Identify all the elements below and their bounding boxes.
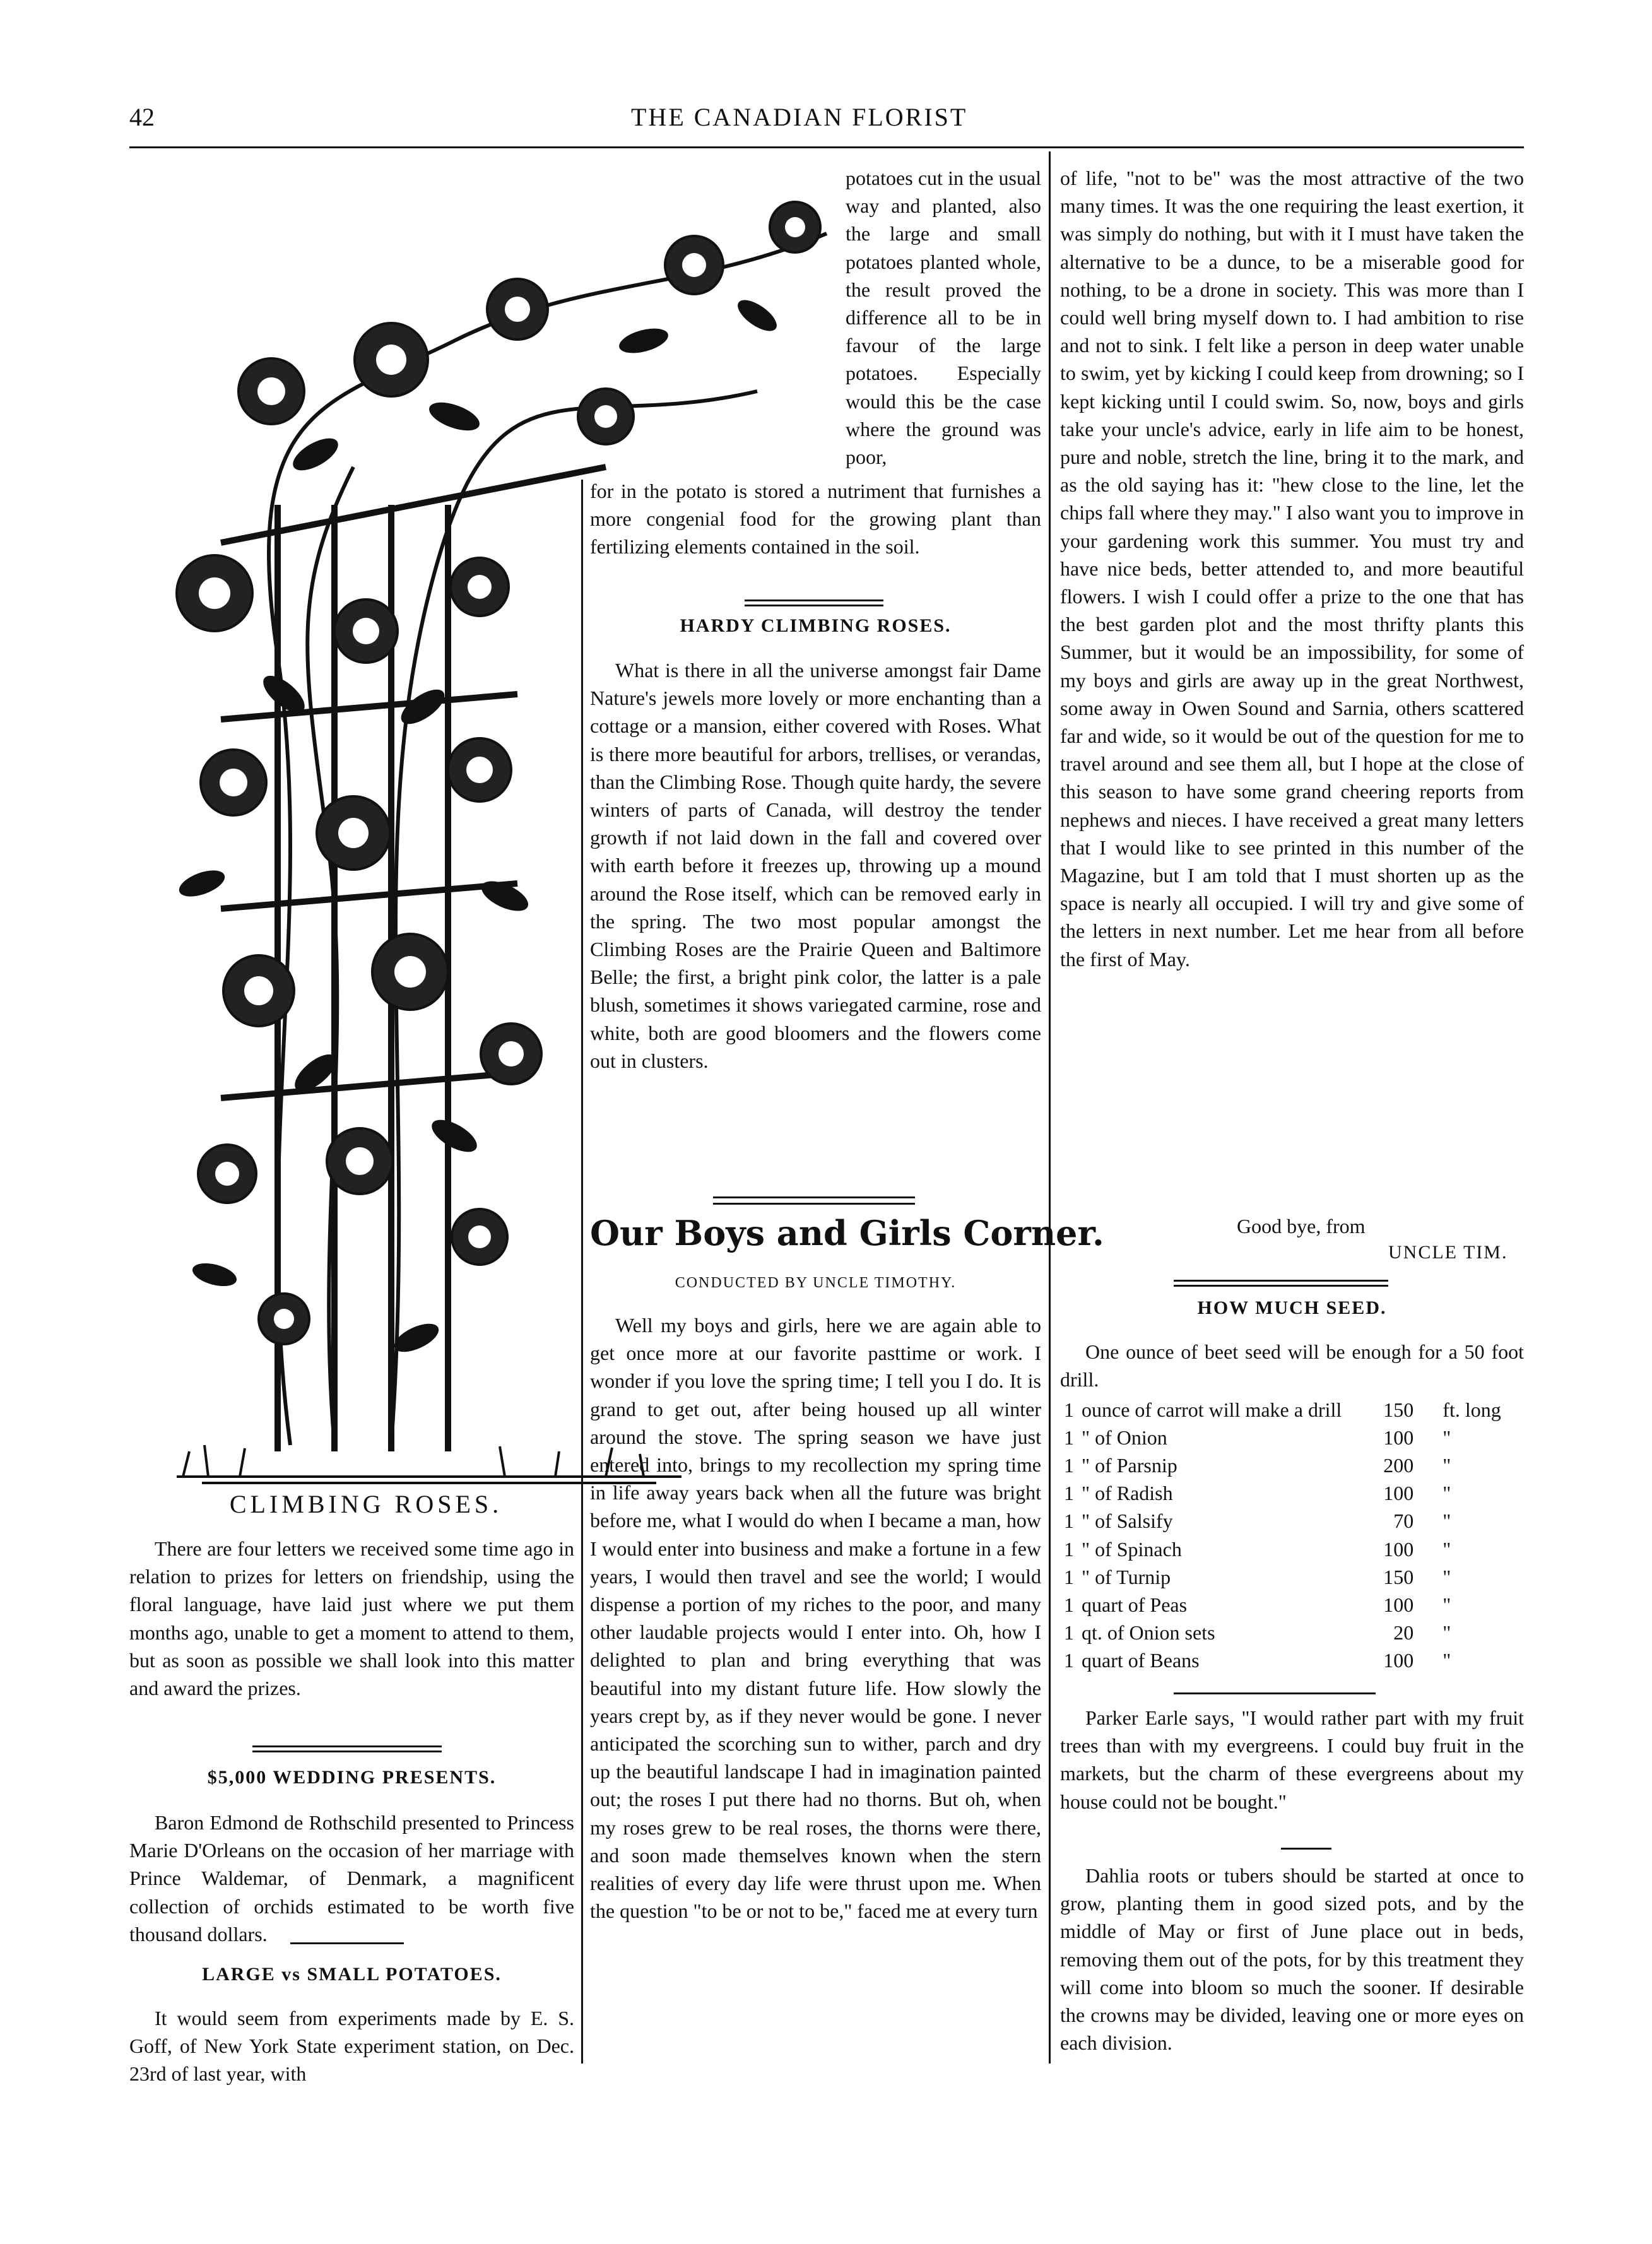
seed-cell-qty: 1 xyxy=(1064,1649,1074,1672)
boys-girls-corner-article xyxy=(590,1311,1041,1925)
seed-heading: HOW MUCH SEED. xyxy=(1197,1297,1387,1318)
hardy-roses-article xyxy=(590,656,1041,1075)
seed-cell-unit: " xyxy=(1443,1453,1451,1477)
seed-table-row xyxy=(1060,1591,1505,1619)
seed-cell-qty: 1 xyxy=(1064,1509,1074,1533)
section-rule xyxy=(1174,1280,1388,1282)
potatoes-conclusion-text: for in the potato is stored a nutriment that furnishes a more congenial food for the growing plant than fertilizing elements contained in the soil. xyxy=(590,480,1041,558)
seed-cell-item: quart of Peas xyxy=(1082,1593,1188,1616)
seed-cell-qty: 1 xyxy=(1064,1621,1074,1645)
page-header-title: THE CANADIAN FLORIST xyxy=(631,103,968,131)
section-rule xyxy=(1174,1692,1376,1694)
seed-cell-item: qt. of Onion sets xyxy=(1082,1621,1215,1645)
corner-signature: UNCLE TIM. xyxy=(1388,1242,1508,1263)
hardy-roses-text: What is there in all the universe amongst fair Dame Nature's jewels more lovely or more enchanting than a cottage or a mansion, either covered with Roses. What is there more beautiful for arbors, trellises, or verandas, than the Climbing Rose. Though quite hardy, the severe winters of parts of Canada, will destroy the tender growth if not laid down in the fall and covered over with earth before it freezes up, throwing up a mound around the Rose itself, which can be removed early in the spring. The two most popular amongst the Climbing Roses are the Prairie Queen and Baltimore Belle; the first, a bright pink color, the latter is a pale blush, sometimes it shows variegated carmine, rose and white, both are good bloomers and the flowers come out in clusters. xyxy=(590,659,1041,1072)
seed-cell-unit: " xyxy=(1443,1593,1451,1616)
wedding-article xyxy=(129,1809,574,1948)
seed-cell-n: 100 xyxy=(1383,1593,1414,1616)
seed-cell-qty: 1 xyxy=(1064,1593,1074,1616)
section-rule xyxy=(252,1745,442,1747)
seed-cell-unit: " xyxy=(1443,1426,1451,1449)
seed-table-row xyxy=(1060,1480,1505,1508)
seed-cell-qty: 1 xyxy=(1064,1398,1074,1421)
corner-signoff: Good bye, from xyxy=(1237,1215,1366,1237)
seed-cell-item: " of Spinach xyxy=(1082,1537,1182,1561)
seed-cell-qty: 1 xyxy=(1064,1426,1074,1449)
seed-cell-item: " of Parsnip xyxy=(1082,1453,1177,1477)
corner-continued xyxy=(1060,164,1524,973)
potatoes-heading: LARGE vs SMALL POTATOES. xyxy=(202,1964,502,1985)
seed-cell-n: 200 xyxy=(1383,1453,1414,1477)
seed-table-row xyxy=(1060,1535,1505,1563)
seed-table-row xyxy=(1060,1451,1505,1479)
seed-cell-item: ounce of carrot will make a drill xyxy=(1082,1398,1342,1421)
potatoes-continued-full xyxy=(590,477,1041,561)
seed-intro xyxy=(1060,1338,1524,1393)
seed-cell-item: quart of Beans xyxy=(1082,1649,1200,1672)
section-rule xyxy=(713,1196,915,1198)
parker-earle-paragraph xyxy=(1060,1704,1524,1816)
seed-table-row xyxy=(1060,1424,1505,1451)
seed-cell-n: 100 xyxy=(1383,1649,1414,1672)
seed-table-row xyxy=(1060,1563,1505,1591)
seed-cell-qty: 1 xyxy=(1064,1453,1074,1477)
section-rule xyxy=(290,1942,404,1944)
illustration-caption: CLIMBING ROSES. xyxy=(229,1490,503,1518)
seed-cell-n: 70 xyxy=(1393,1509,1414,1533)
boys-girls-corner-heading: Our Boys and Girls Corner. xyxy=(590,1213,1104,1253)
wedding-heading: $5,000 WEDDING PRESENTS. xyxy=(207,1767,497,1788)
dahlia-text: Dahlia roots or tubers should be started at once to grow, planting them in good sized pots, and by the middle of May or first of June place out in beds, removing them out of the pots, for by this treatment they will come into bloom so much the sooner. If desirable the crowns may be divided, leaving one or more eyes on each division. xyxy=(1060,1864,1524,2055)
seed-cell-qty: 1 xyxy=(1064,1482,1074,1505)
section-rule xyxy=(745,605,883,606)
seed-cell-qty: 1 xyxy=(1064,1537,1074,1561)
letters-text: There are four letters we received some time ago in relation to prizes for letters on friendship, using the floral language, have laid just where we put them months ago, unable to get a moment to attend to them, but as soon as possible we shall look into this matter and award the prizes. xyxy=(129,1537,574,1700)
seed-cell-n: 150 xyxy=(1383,1398,1414,1421)
section-rule xyxy=(1174,1285,1388,1287)
seed-table xyxy=(1060,1396,1505,1675)
seed-cell-unit: " xyxy=(1443,1509,1451,1533)
seed-cell-qty: 1 xyxy=(1064,1565,1074,1588)
seed-cell-n: 100 xyxy=(1383,1426,1414,1449)
potatoes-continued-narrow xyxy=(846,164,1041,471)
corner-text: Well my boys and girls, here we are again able to get once more at our favorite pasttime or work. I wonder if you love the spring time; I tell you I do. It is grand to get out, after being housed up all winter around the stove. The spring season we have just entered into, brings to my recollection my spring time in life away years back when all the future was bright before me, what I would do when I became a man, how I would enter into business and make a fortune in a few years, I would then travel and see the world; I would dispense a portion of my riches to the poor, and many other laudable projects would I enter into. Oh, how I delighted to plan and bring everything that was beautiful into my distant future life. How slowly the years crept by, as if they never would be gone. I never anticipated the scorching sun to wither, parch and dry up the beautiful landscape I had in imagination painted out; the roses I put there had no thorns. But oh, when my roses grew to be real roses, the thorns were there, and soon made themselves known when the stern realities of every day life were thrust upon me. When the question "to be or not to be," faced me at every turn xyxy=(590,1314,1041,1923)
section-rule xyxy=(745,599,883,601)
column-rule-3 xyxy=(1049,151,1051,2064)
seed-cell-unit: " xyxy=(1443,1649,1451,1672)
seed-cell-n: 100 xyxy=(1383,1482,1414,1505)
wedding-text: Baron Edmond de Rothschild presented to Princess Marie D'Orleans on the occasion of her marriage with Prince Waldemar, of Denmark, a magnificent collection of orchids estimated to be worth five thousand dollars. xyxy=(129,1811,574,1946)
parker-earle-text: Parker Earle says, "I would rather part with my fruit trees than with my evergreens. I could buy fruit in the markets, but the charm of these evergreens about my house could not be bought." xyxy=(1060,1706,1524,1813)
section-rule xyxy=(252,1751,442,1752)
potatoes-article xyxy=(129,2004,574,2088)
page-number: 42 xyxy=(129,103,155,131)
section-rule xyxy=(713,1203,915,1205)
seed-table-row xyxy=(1060,1396,1505,1424)
seed-table-row xyxy=(1060,1508,1505,1535)
letters-paragraph xyxy=(129,1535,574,1702)
section-rule xyxy=(1281,1848,1331,1850)
seed-intro-text: One ounce of beet seed will be enough for a 50 foot drill. xyxy=(1060,1340,1524,1391)
seed-cell-item: " of Onion xyxy=(1082,1426,1167,1449)
seed-cell-item: " of Radish xyxy=(1082,1482,1173,1505)
seed-cell-unit: " xyxy=(1443,1565,1451,1588)
header-rule xyxy=(129,146,1524,148)
seed-cell-n: 150 xyxy=(1383,1565,1414,1588)
seed-cell-unit: ft. long xyxy=(1443,1398,1501,1421)
seed-cell-item: " of Turnip xyxy=(1082,1565,1171,1588)
seed-table-row xyxy=(1060,1647,1505,1675)
seed-cell-unit: " xyxy=(1443,1537,1451,1561)
corner-continued-text: of life, "not to be" was the most attractive of the two many times. It was the one requiring the least exertion, it was simply do nothing, but with it I must have taken the alternative to be a dunce, to be a miserable good for nothing, to be a drone in society. This was more than I could well bring myself down to. I had ambition to rise and not to sink. I felt like a person in deep water unable to swim, yet by kicking I could keep from drowning; so I kept kicking until I could swim. So, now, boys and girls take your uncle's advice, early in life aim to be honest, pure and noble, stretch the line, bring it to the mark, and as the old saying has it: "hew close to the line, let the chips fall where they may." I also want you to improve in your gardening work this summer. You must try and have nice beds, better attended to, and more beautiful flowers. I wish I could offer a prize to the one that has the best garden plot and the most thrifty plants this Summer, but it would be an impossibility, for some of my boys and girls are away up in the great Northwest, some away in Owen Sound and Sarnia, others scattered far and wide, so it would be out of the question for me to travel around and see them all, but I hope at the close of this season to have some grand cheering reports from nephews and nieces. I have received a great many letters that I would like to see printed in this number of the Magazine, but I am told that I must shorten up as the space is nearly all occupied. I will try and give some of the letters in next number. Let me hear from all before the first of May. xyxy=(1060,167,1524,971)
potatoes-text: It would seem from experiments made by E. S. Goff, of New York State experiment station, on Dec. 23rd of last year, with xyxy=(129,2007,574,2086)
seed-table-row xyxy=(1060,1619,1505,1647)
seed-cell-unit: " xyxy=(1443,1621,1451,1645)
corner-byline: CONDUCTED BY UNCLE TIMOTHY. xyxy=(675,1275,957,1291)
dahlia-paragraph xyxy=(1060,1862,1524,2057)
seed-cell-unit: " xyxy=(1443,1482,1451,1505)
seed-cell-item: " of Salsify xyxy=(1082,1509,1173,1533)
hardy-roses-heading: HARDY CLIMBING ROSES. xyxy=(680,615,952,636)
potatoes-continued-text: potatoes cut in the usual way and planted, also the large and small potatoes planted whole, the result proved the difference all to be in favour of the large potatoes. Especially would this be the case where the ground was poor, xyxy=(846,167,1041,469)
seed-cell-n: 20 xyxy=(1393,1621,1414,1645)
seed-cell-n: 100 xyxy=(1383,1537,1414,1561)
